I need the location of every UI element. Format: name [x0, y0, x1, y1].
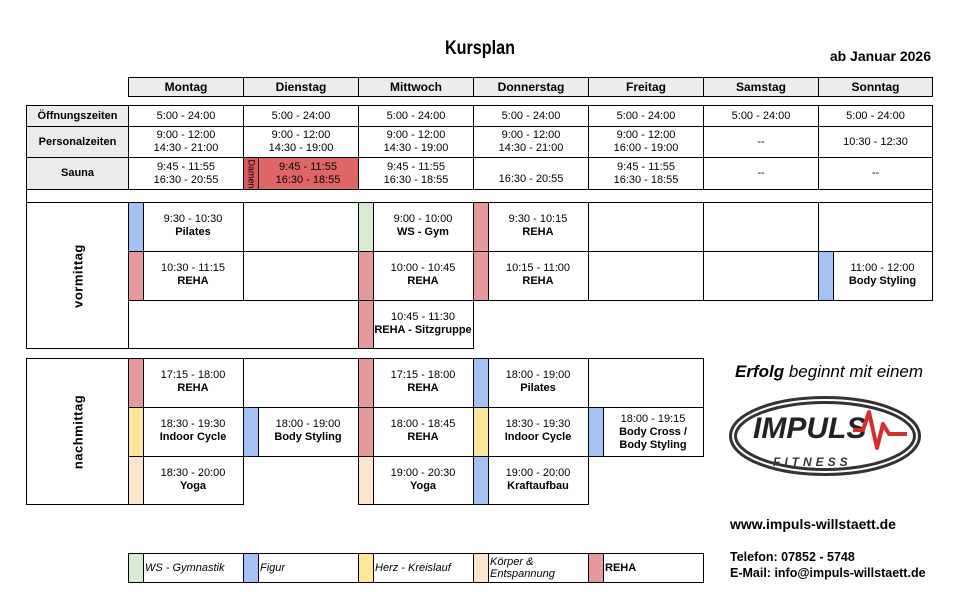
- empty-slot: [703, 251, 819, 301]
- staff-hours-cell: --: [703, 126, 819, 158]
- staff-hours-cell: 10:30 - 12:30: [818, 126, 933, 158]
- spacer-row: [26, 189, 933, 203]
- course-slot: 10:30 - 11:15 REHA: [128, 251, 244, 301]
- course-slot: 17:15 - 18:00 REHA: [358, 358, 474, 408]
- section-morning: [26, 202, 129, 349]
- staff-hours-cell: 9:00 - 12:00 14:30 - 19:00: [358, 126, 474, 158]
- empty-slot: [128, 300, 359, 349]
- legend-item-koerper-entspannung: Körper & Entspannung: [473, 553, 589, 583]
- legend-item-herz-kreislauf: Herz - Kreislauf: [358, 553, 474, 583]
- sauna-cell: --: [818, 157, 933, 190]
- staff-hours-cell: 9:00 - 12:00 14:30 - 21:00: [473, 126, 589, 158]
- section-label-morning: vormittag: [70, 243, 85, 308]
- course-slot: 19:00 - 20:00 Kraftaufbau: [473, 456, 589, 505]
- day-header-tuesday: Dienstag: [243, 77, 359, 97]
- staff-hours-cell: 9:00 - 12:00 14:30 - 21:00: [128, 126, 244, 158]
- legend-item-reha: REHA: [588, 553, 704, 583]
- course-slot: 9:00 - 10:00 WS - Gym: [358, 202, 474, 252]
- empty-slot: [243, 358, 359, 408]
- legend-item-ws-gymnastik: WS - Gymnastik: [128, 553, 244, 583]
- empty-slot: [243, 251, 359, 301]
- impuls-fitness-logo: [725, 390, 925, 482]
- course-slot: 11:00 - 12:00 Body Styling: [818, 251, 933, 301]
- opening-hours-cell: 5:00 - 24:00: [703, 105, 819, 127]
- sauna-cell-ladies: Damen 9:45 - 11:55 16:30 - 18:55: [243, 157, 359, 190]
- day-header-monday: Montag: [128, 77, 244, 97]
- website-link[interactable]: www.impuls-willstaett.de: [730, 516, 896, 532]
- legend-item-figur: Figur: [243, 553, 359, 583]
- row-label-staff-hours: Personalzeiten: [26, 126, 129, 158]
- sauna-cell: 9:45 - 11:55 16:30 - 18:55: [358, 157, 474, 190]
- opening-hours-cell: 5:00 - 24:00: [818, 105, 933, 127]
- sauna-cell: 9:45 - 11:55 16:30 - 18:55: [588, 157, 704, 190]
- slogan: Erfolg beginnt mit einem: [735, 362, 924, 381]
- empty-slot: [588, 251, 704, 301]
- opening-hours-cell: 5:00 - 24:00: [473, 105, 589, 127]
- sauna-cell: --: [703, 157, 819, 190]
- empty-slot: [588, 358, 704, 408]
- opening-hours-cell: 5:00 - 24:00: [358, 105, 474, 127]
- course-slot: 9:30 - 10:15 REHA: [473, 202, 589, 252]
- day-header-wednesday: Mittwoch: [358, 77, 474, 97]
- course-slot: 17:15 - 18:00 REHA: [128, 358, 244, 408]
- empty-slot: [703, 202, 819, 252]
- contact-info: [730, 549, 926, 581]
- day-header-friday: Freitag: [588, 77, 704, 97]
- course-slot: 18:00 - 19:00 Pilates: [473, 358, 589, 408]
- ladies-sauna-label: Damen: [244, 158, 259, 189]
- staff-hours-cell: 9:00 - 12:00 16:00 - 19:00: [588, 126, 704, 158]
- day-header-sunday: Sonntag: [818, 77, 933, 97]
- course-slot: 18:00 - 18:45 REHA: [358, 407, 474, 457]
- staff-hours-cell: 9:00 - 12:00 14:30 - 19:00: [243, 126, 359, 158]
- course-slot: 19:00 - 20:30 Yoga: [358, 456, 474, 505]
- course-slot: 18:30 - 19:30 Indoor Cycle: [128, 407, 244, 457]
- course-slot: 18:30 - 20:00 Yoga: [128, 456, 244, 505]
- row-label-opening-hours: Öffnungszeiten: [26, 105, 129, 127]
- course-slot: 18:00 - 19:00 Body Styling: [243, 407, 359, 457]
- valid-from-label: ab Januar 2026: [829, 48, 931, 64]
- course-slot: 9:30 - 10:30 Pilates: [128, 202, 244, 252]
- page-title: Kursplan: [444, 38, 515, 59]
- logo-subtext: FITNESS: [773, 455, 852, 469]
- day-header-thursday: Donnerstag: [473, 77, 589, 97]
- opening-hours-cell: 5:00 - 24:00: [128, 105, 244, 127]
- course-slot: 10:15 - 11:00 REHA: [473, 251, 589, 301]
- section-afternoon: [26, 358, 129, 505]
- course-slot: 18:30 - 19:30 Indoor Cycle: [473, 407, 589, 457]
- empty-slot: [243, 202, 359, 252]
- email-address[interactable]: E-Mail: info@impuls-willstaett.de: [730, 566, 926, 580]
- course-slot: 10:45 - 11:30 REHA - Sitzgruppe: [358, 300, 474, 349]
- opening-hours-cell: 5:00 - 24:00: [588, 105, 704, 127]
- sauna-cell: 16:30 - 20:55: [473, 157, 589, 190]
- empty-slot: [588, 202, 704, 252]
- opening-hours-cell: 5:00 - 24:00: [243, 105, 359, 127]
- sauna-cell: 9:45 - 11:55 16:30 - 20:55: [128, 157, 244, 190]
- section-label-afternoon: nachmittag: [70, 394, 85, 469]
- phone-number: Telefon: 07852 - 5748: [730, 550, 855, 564]
- row-label-sauna: Sauna: [26, 157, 129, 190]
- day-header-saturday: Samstag: [703, 77, 819, 97]
- course-slot: 10:00 - 10:45 REHA: [358, 251, 474, 301]
- empty-slot: [818, 202, 933, 252]
- course-slot: 18:00 - 19:15 Body Cross / Body Styling: [588, 407, 704, 457]
- logo-text: IMPULS: [753, 412, 867, 445]
